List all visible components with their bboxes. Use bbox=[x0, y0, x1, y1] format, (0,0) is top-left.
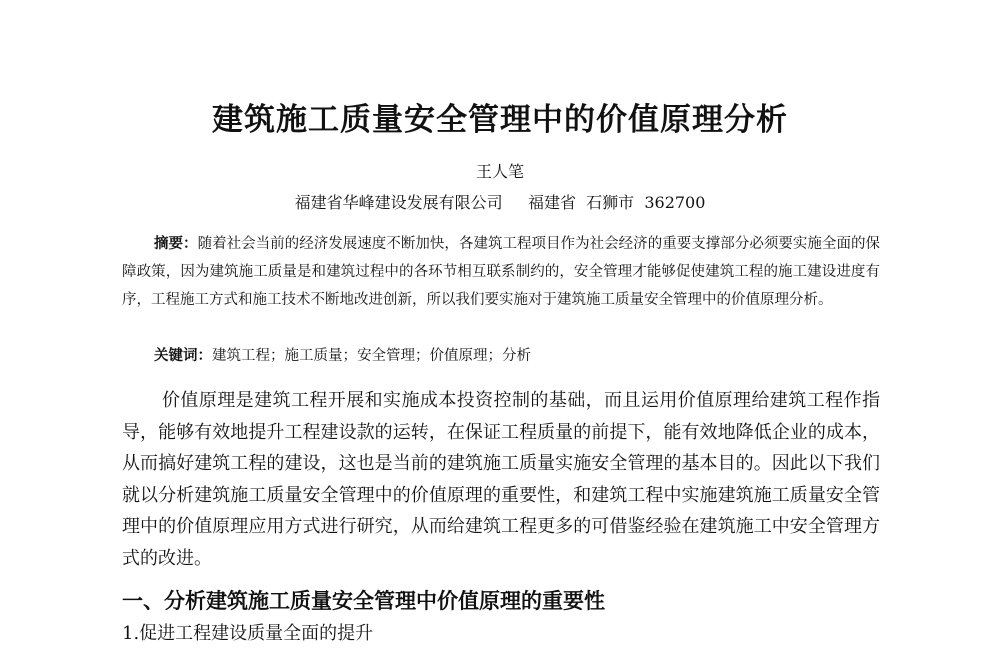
keywords-label: 关键词： bbox=[154, 348, 212, 364]
section-heading: 一、分析建筑施工质量安全管理中价值原理的重要性 bbox=[122, 589, 605, 613]
body-paragraph: 价值原理是建筑工程开展和实施成本投资控制的基础，而且运用价值原理给建筑工程作指导，能够有效地提升工程建设款的运转，在保证工程质量的前提下，能有效地降低企业的成本，从而搞好建筑工程的建设，这也是当前的建筑施工质量实施安全管理的基本目的。因此以下我们就以分析建筑施工质量安全管理中的价值原理的重要性，和建筑工程中实施建筑施工质量安全管理中的价值原理应用方式进行研究，从而给建筑工程更多的可借鉴经验在建筑施工中安全管理方式的改进。 bbox=[122, 390, 880, 569]
author-affiliation: 福建省华峰建设发展有限公司 福建省 石狮市 362700 bbox=[294, 193, 706, 212]
author-name: 王人笔 bbox=[475, 162, 524, 181]
paper-title: 建筑施工质量安全管理中的价值原理分析 bbox=[212, 102, 788, 138]
keywords-text: 建筑工程；施工质量；安全管理；价值原理；分析 bbox=[212, 348, 531, 364]
abstract-text: 随着社会当前的经济发展速度不断加快，各建筑工程项目作为社会经济的重要支撑部分必须要实施全面的保障政策，因为建筑施工质量是和建筑过程中的各环节相互联系制约的，安全管理才能够促使建筑工程的施工建设进度有序，工程施工方式和施工技术不断地改进创新，所以我们要实施对于建筑施工质量安全管理中的价值原理分析。 bbox=[122, 236, 880, 308]
abstract bbox=[122, 230, 880, 314]
abstract-label: 摘要： bbox=[154, 236, 198, 252]
sub-heading: 1.促进工程建设质量全面的提升 bbox=[122, 623, 374, 644]
keywords bbox=[154, 342, 874, 370]
